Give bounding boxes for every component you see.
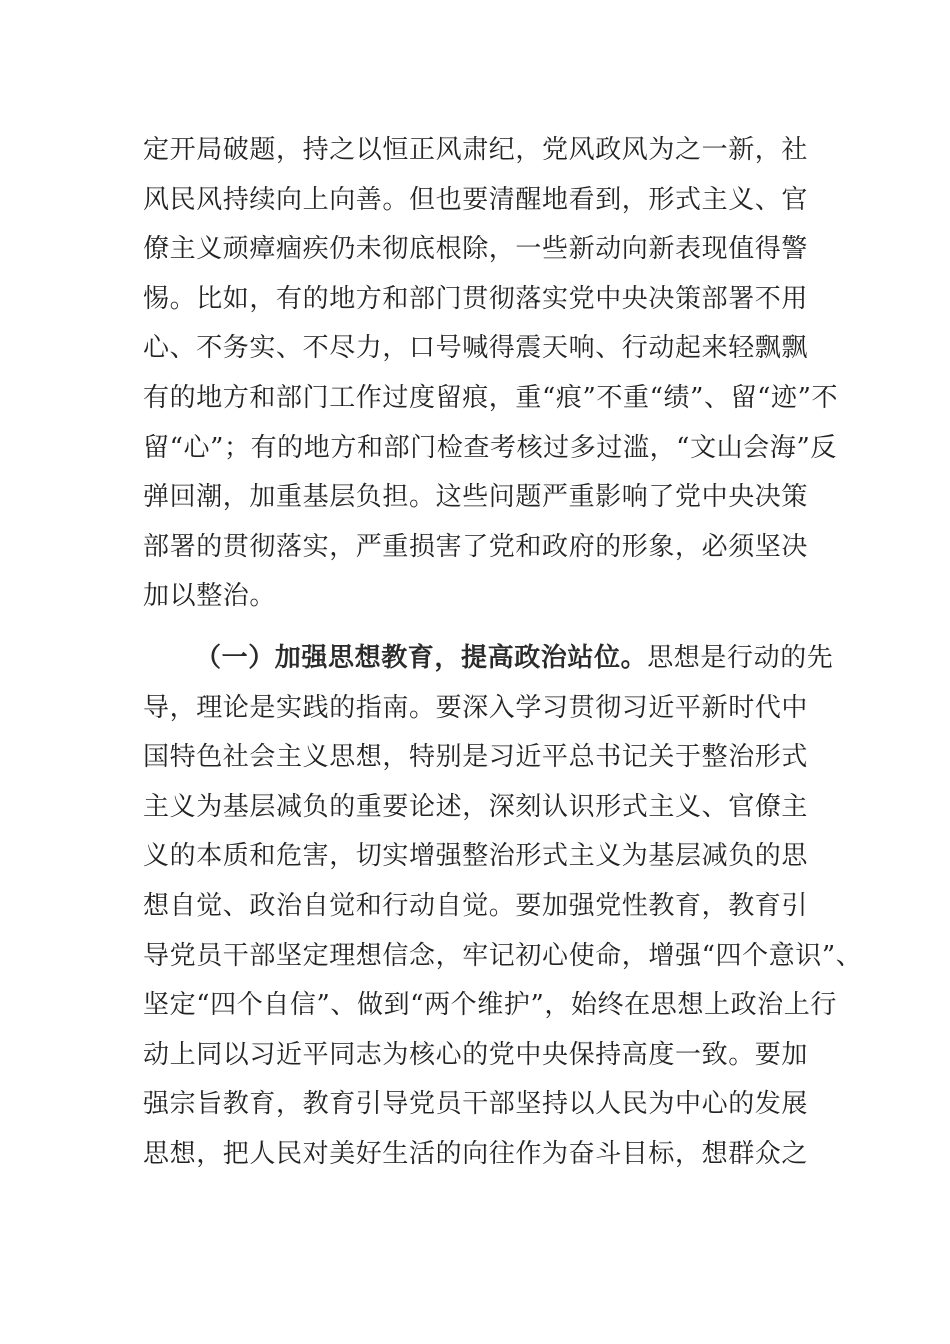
paragraph-line: 导，理论是实践的指南。要深入学习贯彻习近平新时代中 [143,692,809,723]
paragraph-line: 动上同以习近平同志为核心的党中央保持高度一致。要加 [143,1039,809,1070]
paragraph-line: 惕。比如，有的地方和部门贯彻落实党中央决策部署不用 [143,283,809,314]
paragraph-line: 国特色社会主义思想，特别是习近平总书记关于整治形式 [143,742,809,773]
paragraph-first-line [143,634,834,684]
paragraph-line: 思想，把人民对美好生活的向往作为奋斗目标，想群众之 [143,1138,809,1169]
paragraph-line: 部署的贯彻落实，严重损害了党和政府的形象，必须坚决 [143,531,809,562]
paragraph-line: 义的本质和危害，切实增强整治形式主义为基层减负的思 [143,841,809,872]
paragraph-line: 加以整治。 [143,581,277,612]
paragraph-line: 导党员干部坚定理想信念，牢记初心使命，增强“四个意识”、 [143,940,863,971]
paragraph-line: 强宗旨教育，教育引导党员干部坚持以人民为中心的发展 [143,1089,809,1120]
paragraph-line: 坚定“四个自信”、做到“两个维护”，始终在思想上政治上行 [143,990,837,1021]
paragraph-line: 留“心”；有的地方和部门检查考核过多过滥，“文山会海”反 [143,432,837,463]
paragraph-2 [143,634,863,1180]
paragraph-line: 风民风持续向上向善。但也要清醒地看到，形式主义、官 [143,184,809,215]
paragraph-line: 心、不务实、不尽力，口号喊得震天响、行动起来轻飘飘 [143,333,809,364]
section-heading: （一）加强思想教育，提高政治站位。 [195,643,648,673]
paragraph-line: 定开局破题，持之以恒正风肃纪，党风政风为之一新，社 [143,135,809,165]
paragraph-line: 弹回潮，加重基层负担。这些问题严重影响了党中央决策 [143,482,809,513]
paragraph-line: 僚主义顽瘴痼疾仍未彻底根除，一些新动向新表现值得警 [143,234,809,265]
paragraph-line: 有的地方和部门工作过度留痕，重“痕”不重“绩”、留“迹”不 [143,382,839,413]
heading-continuation: 思想是行动的先 [647,643,834,673]
paragraph-1 [143,126,839,622]
paragraph-line: 想自觉、政治自觉和行动自觉。要加强党性教育，教育引 [143,890,809,921]
paragraph-line: 主义为基层减负的重要论述，深刻认识形式主义、官僚主 [143,791,809,822]
